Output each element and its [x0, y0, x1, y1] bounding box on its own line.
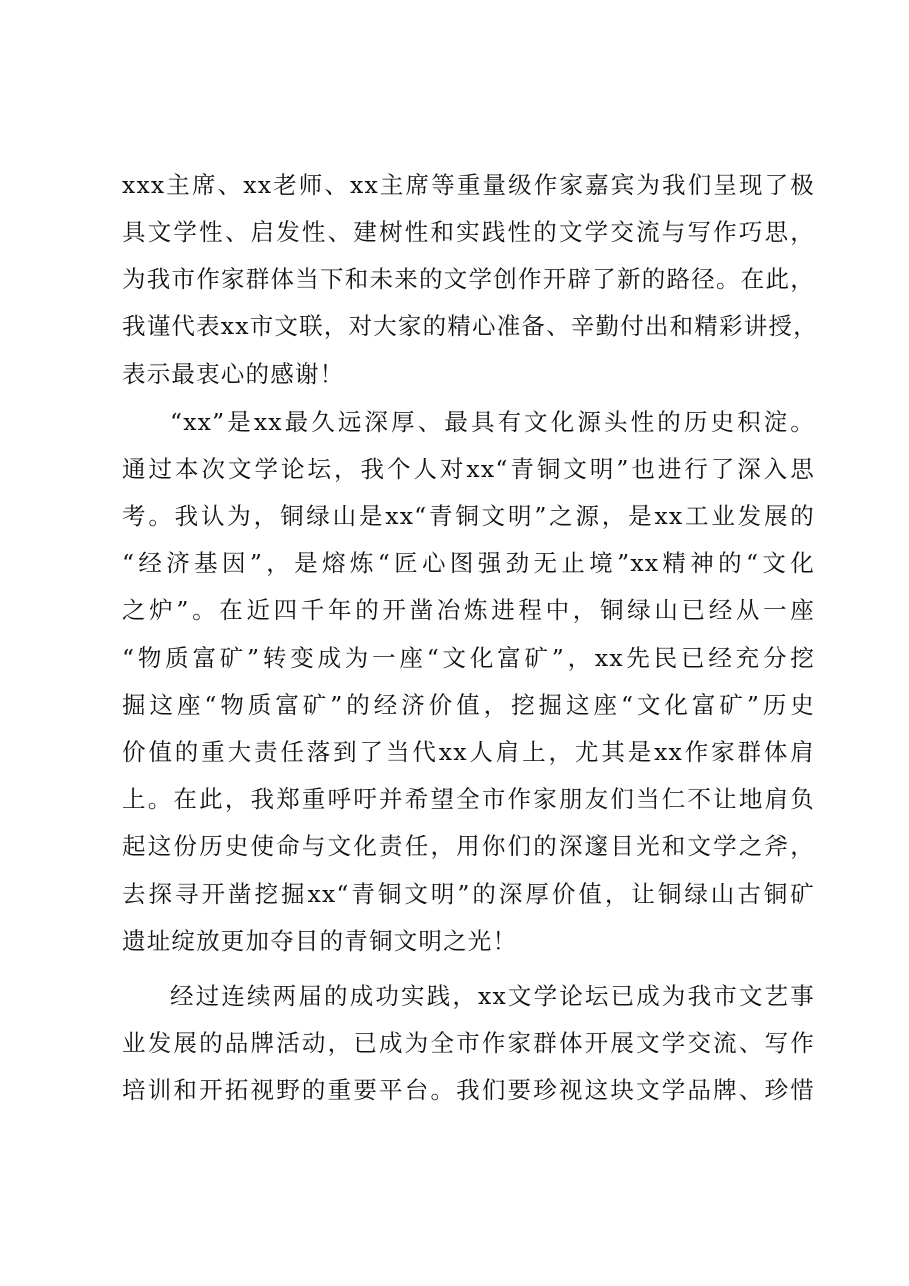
text-line: xxx主席、xx老师、xx主席等重量级作家嘉宾为我们呈现了极	[122, 171, 815, 199]
text-line: 经过连续两届的成功实践，xx文学论坛已成为我市文艺事	[170, 982, 815, 1010]
text-line: 之炉”。在近四千年的开凿冶炼进程中，铜绿山已经从一座	[122, 596, 815, 624]
text-line: 具文学性、启发性、建树性和实践性的文学交流与写作巧思，	[122, 218, 815, 246]
text-line: 考。我认为，铜绿山是xx“青铜文明”之源，是xx工业发展的	[122, 502, 815, 530]
text-line: 去探寻开凿挖掘xx“青铜文明”的深厚价值，让铜绿山古铜矿	[122, 880, 815, 908]
text-line: 为我市作家群体当下和未来的文学创作开辟了新的路径。在此，	[122, 265, 815, 293]
text-line: 上。在此，我郑重呼吁并希望全市作家朋友们当仁不让地肩负	[122, 785, 815, 813]
text-line: 业发展的品牌活动，已成为全市作家群体开展文学交流、写作	[122, 1029, 815, 1057]
text-line: 我谨代表xx市文联，对大家的精心准备、辛勤付出和精彩讲授，	[122, 312, 818, 340]
text-line: 培训和开拓视野的重要平台。我们要珍视这块文学品牌、珍惜	[122, 1076, 815, 1104]
text-line: 起这份历史使命与文化责任，用你们的深邃目光和文学之斧，	[122, 832, 815, 860]
text-line: 表示最衷心的感谢！	[122, 360, 345, 388]
text-line: 掘这座“物质富矿”的经济价值，挖掘这座“文化富矿”历史	[122, 691, 815, 719]
text-line: 遗址绽放更加夺目的青铜文明之光！	[122, 927, 518, 955]
text-line: “物质富矿”转变成为一座“文化富矿”，xx先民已经充分挖	[122, 644, 815, 672]
text-line: “xx”是xx最久远深厚、最具有文化源头性的历史积淀。	[170, 408, 815, 436]
text-line: 通过本次文学论坛，我个人对xx“青铜文明”也进行了深入思	[122, 455, 815, 483]
text-line: “经济基因”，是熔炼“匠心图强劲无止境”xx精神的“文化	[122, 549, 815, 577]
text-line: 价值的重大责任落到了当代xx人肩上，尤其是xx作家群体肩	[122, 738, 815, 766]
